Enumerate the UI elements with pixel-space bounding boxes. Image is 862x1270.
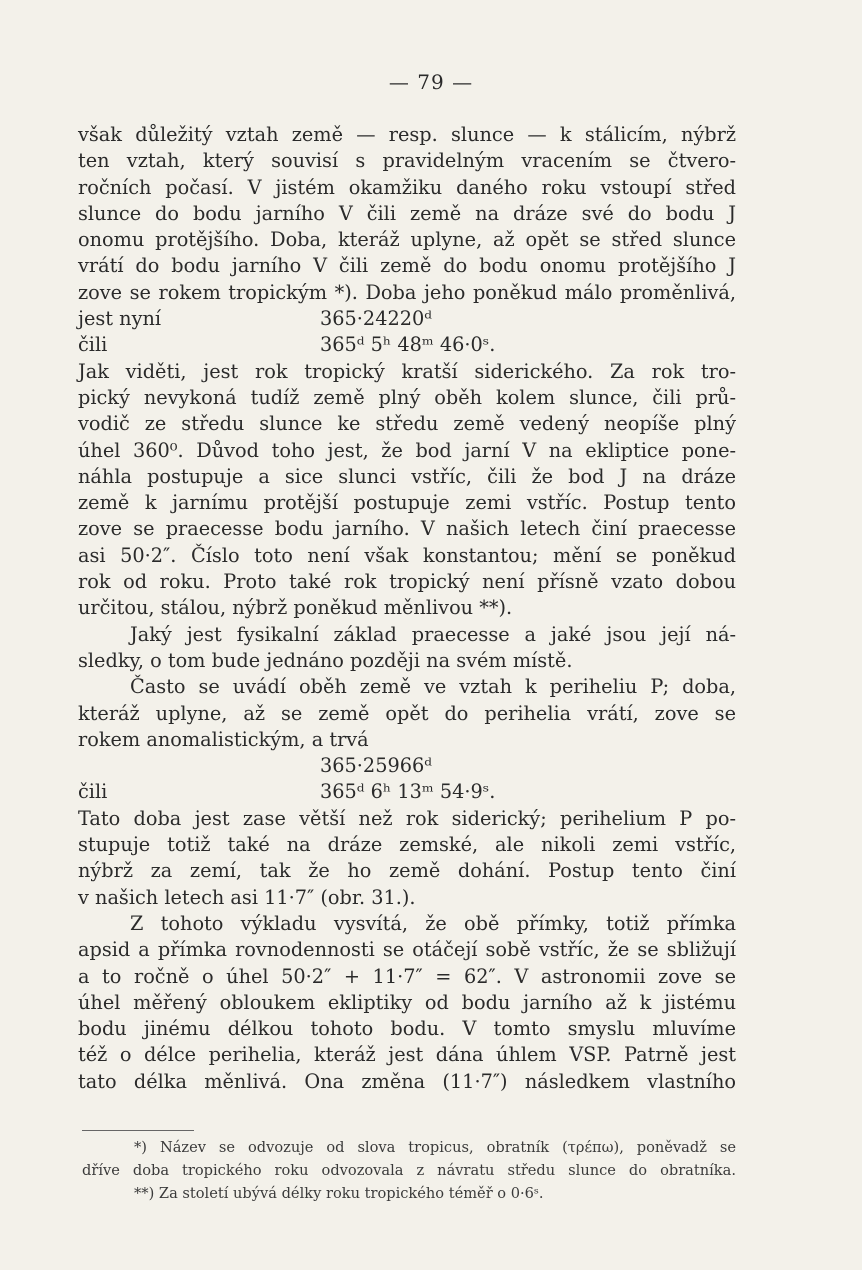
text-line: vrátí do bodu jarního V čili země do bodu onomu protějšího J [78, 254, 736, 278]
text-line: asi 50·2″. Číslo toto není však konstantou; mění se poněkud [78, 543, 736, 567]
value-label: čili [78, 333, 108, 357]
footnotes [82, 1136, 736, 1205]
value-number: 365ᵈ 5ʰ 48ᵐ 46·0ˢ. [320, 333, 496, 357]
text-line: tato délka měnlivá. Ona změna (11·7″) následkem vlastního [78, 1069, 736, 1093]
text-line: Často se uvádí oběh země ve vztah k periheliu P; doba, [130, 675, 736, 699]
text-line: kteráž uplyne, až se země opět do perihelia vrátí, zove se [78, 701, 736, 725]
text-line: určitou, stálou, nýbrž poněkud měnlivou **). [78, 596, 513, 620]
text-line: Jaký jest fysikalní základ praecesse a jaké jsou její ná- [130, 622, 736, 646]
text-line: v našich letech asi 11·7″ (obr. 31.). [78, 885, 416, 909]
text-line: Z tohoto výkladu vysvítá, že obě přímky, totiž přímka [130, 911, 736, 935]
footnote-line: dříve doba tropického roku odvozovala z návratu středu slunce do obratníka. [82, 1162, 736, 1179]
text-line: a to ročně o úhel 50·2″ + 11·7″ = 62″. V astronomii zove se [78, 964, 736, 988]
paragraph [78, 674, 736, 753]
text-line: vodič ze středu slunce ke středu země vedený neopíše plný [78, 412, 736, 436]
text-line: bodu jinému délkou tohoto bodu. V tomto smyslu mluvíme [78, 1017, 736, 1041]
text-line: země k jarnímu protější postupuje zemi vstříc. Postup tento [78, 491, 736, 515]
value-row [78, 753, 736, 779]
text-line: úhel 360⁰. Důvod toho jest, že bod jarní V na ekliptice pone- [78, 438, 736, 462]
paragraph [78, 122, 736, 306]
footnote-line: **) Za století ubývá délky roku tropického téměř o 0·6ˢ. [134, 1185, 544, 1202]
paragraph [78, 806, 736, 911]
value-label: jest nyní [78, 307, 162, 331]
text-line: onomu protějšího. Doba, kteráž uplyne, až opět se střed slunce [78, 228, 736, 252]
text-line: ročních počasí. V jistém okamžiku daného roku vstoupí střed [78, 175, 736, 199]
text-line: pický nevykoná tudíž země plný oběh kolem slunce, čili prů- [78, 385, 736, 409]
text-line: rok od roku. Proto také rok tropický není přísně vzato dobou [78, 570, 736, 594]
value-number: 365ᵈ 6ʰ 13ᵐ 54·9ˢ. [320, 780, 496, 804]
value-number: 365·25966ᵈ [320, 754, 432, 778]
text-line: stupuje totiž také na dráze zemské, ale nikoli zemi vstříc, [78, 833, 736, 857]
text-line: ten vztah, který souvisí s pravidelným vracením se čtvero- [78, 149, 736, 173]
value-number: 365·24220ᵈ [320, 307, 432, 331]
value-row [78, 306, 736, 332]
text-line: slunce do bodu jarního V čili země na dráze své do bodu J [78, 201, 736, 225]
text-line: zove se praecesse bodu jarního. V našich letech činí praecesse [78, 517, 736, 541]
value-row [78, 779, 736, 805]
footnote-line: *) Název se odvozuje od slova tropicus, obratník (τρέπω), poněvadž se [134, 1139, 736, 1156]
text-line: však důležitý vztah země — resp. slunce — k stálicím, nýbrž [78, 123, 736, 146]
text-line: úhel měřený obloukem ekliptiky od bodu jarního až k jistému [78, 990, 736, 1014]
value-label: čili [78, 780, 108, 804]
paragraph [78, 911, 736, 1095]
text-line: apsid a přímka rovnodennosti se otáčejí sobě vstříc, že se sbližují [78, 938, 736, 962]
page-number: — 79 — [388, 70, 474, 94]
text-line: náhla postupuje a sice slunci vstříc, čili že bod J na dráze [78, 464, 736, 488]
text-line: též o délce perihelia, kteráž jest dána úhlem VSP. Patrně jest [78, 1043, 736, 1067]
text-line: rokem anomalistickým, a trvá [78, 727, 369, 751]
paragraph [78, 359, 736, 622]
text-line: Jak viděti, jest rok tropický kratší siderického. Za rok tro- [78, 359, 736, 383]
value-row [78, 332, 736, 358]
text-line: sledky, o tom bude jednáno později na svém místě. [78, 648, 573, 672]
text-line: nýbrž za zemí, tak že ho země dohání. Postup tento činí [78, 859, 736, 883]
text-line: Tato doba jest zase větší než rok siderický; perihelium P po- [78, 806, 736, 830]
paragraph [78, 622, 736, 675]
footnote-rule [82, 1130, 194, 1131]
text-line: zove se rokem tropickým *). Doba jeho poněkud málo proměnlivá, [78, 280, 736, 304]
main-text [78, 122, 736, 1095]
